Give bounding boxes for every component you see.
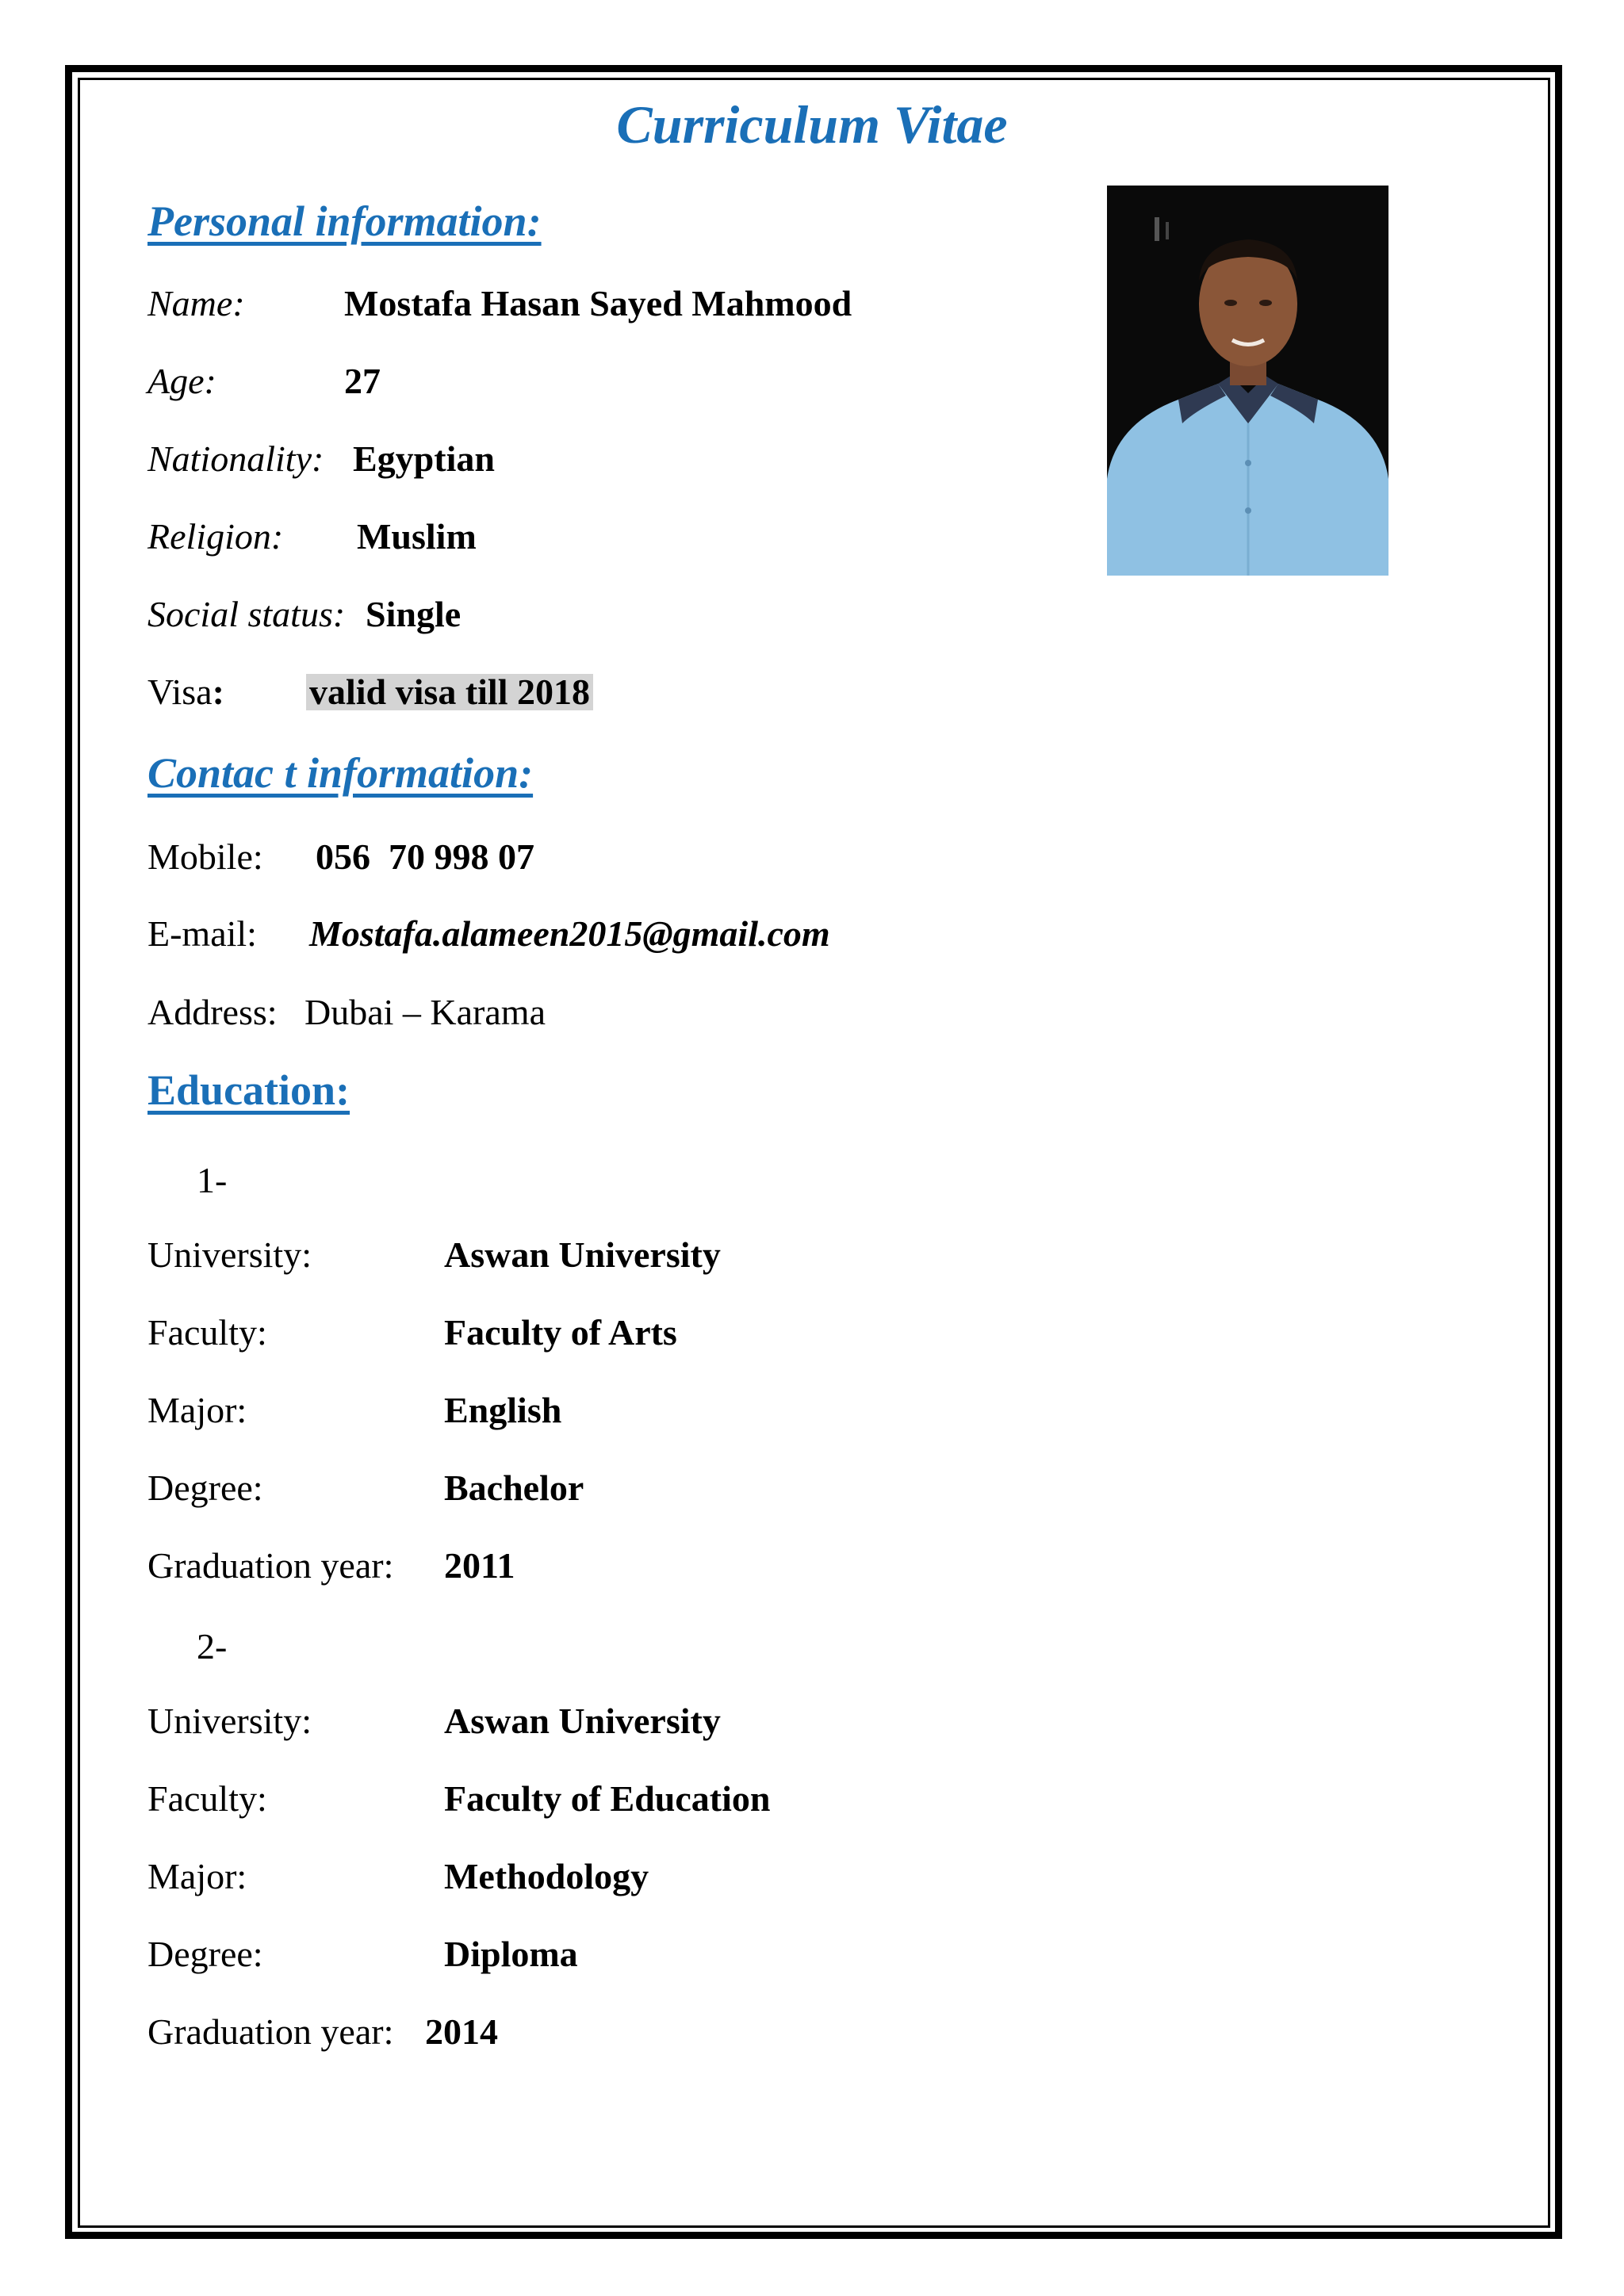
degree-value: Bachelor xyxy=(444,1468,584,1508)
major-label: Major: xyxy=(147,1390,247,1430)
university-value: Aswan University xyxy=(444,1234,721,1275)
faculty-value: Faculty of Education xyxy=(444,1778,771,1819)
faculty-value: Faculty of Arts xyxy=(444,1312,677,1353)
degree-label: Degree: xyxy=(147,1468,263,1508)
graduation-year-label: Graduation year: xyxy=(147,2011,394,2052)
mobile-label: Mobile: xyxy=(147,836,263,877)
social-status-label: Social status: xyxy=(147,594,346,634)
university-label: University: xyxy=(147,1701,312,1741)
education-entry-number: 2- xyxy=(197,1626,228,1667)
address-value: Dubai – Karama xyxy=(304,992,546,1032)
contact-info-heading: Contac t information: xyxy=(147,749,534,797)
graduation-year-value: 2014 xyxy=(425,2011,498,2052)
profile-photo xyxy=(1107,186,1388,576)
address-label: Address: xyxy=(147,992,278,1032)
faculty-label: Faculty: xyxy=(147,1778,267,1819)
email-label: E-mail: xyxy=(147,913,257,954)
person-portrait-icon xyxy=(1107,186,1388,576)
major-value: English xyxy=(444,1390,562,1430)
document-title: Curriculum Vitae xyxy=(616,94,1008,155)
degree-label: Degree: xyxy=(147,1934,263,1974)
major-value: Methodology xyxy=(444,1856,649,1896)
name-label: Name: xyxy=(147,283,245,323)
university-label: University: xyxy=(147,1234,312,1275)
age-value: 27 xyxy=(344,361,381,401)
visa-label: Visa: xyxy=(147,672,224,712)
major-label: Major: xyxy=(147,1856,247,1896)
personal-info-heading: Personal information: xyxy=(147,197,542,245)
education-entry-number: 1- xyxy=(197,1160,228,1200)
faculty-label: Faculty: xyxy=(147,1312,267,1353)
age-label: Age: xyxy=(147,361,216,401)
education-heading: Education: xyxy=(147,1066,350,1114)
email-value: Mostafa.alameen2015@gmail.com xyxy=(309,913,830,954)
graduation-year-value: 2011 xyxy=(444,1545,515,1586)
nationality-value: Egyptian xyxy=(353,438,495,479)
social-status-value: Single xyxy=(366,594,462,634)
graduation-year-label: Graduation year: xyxy=(147,1545,394,1586)
university-value: Aswan University xyxy=(444,1701,721,1741)
visa-value: valid visa till 2018 xyxy=(306,674,593,710)
name-value: Mostafa Hasan Sayed Mahmood xyxy=(344,283,852,323)
religion-value: Muslim xyxy=(357,516,477,557)
nationality-label: Nationality: xyxy=(147,438,324,479)
degree-value: Diploma xyxy=(444,1934,578,1974)
religion-label: Religion: xyxy=(147,516,284,557)
mobile-value: 056 70 998 07 xyxy=(316,836,534,877)
